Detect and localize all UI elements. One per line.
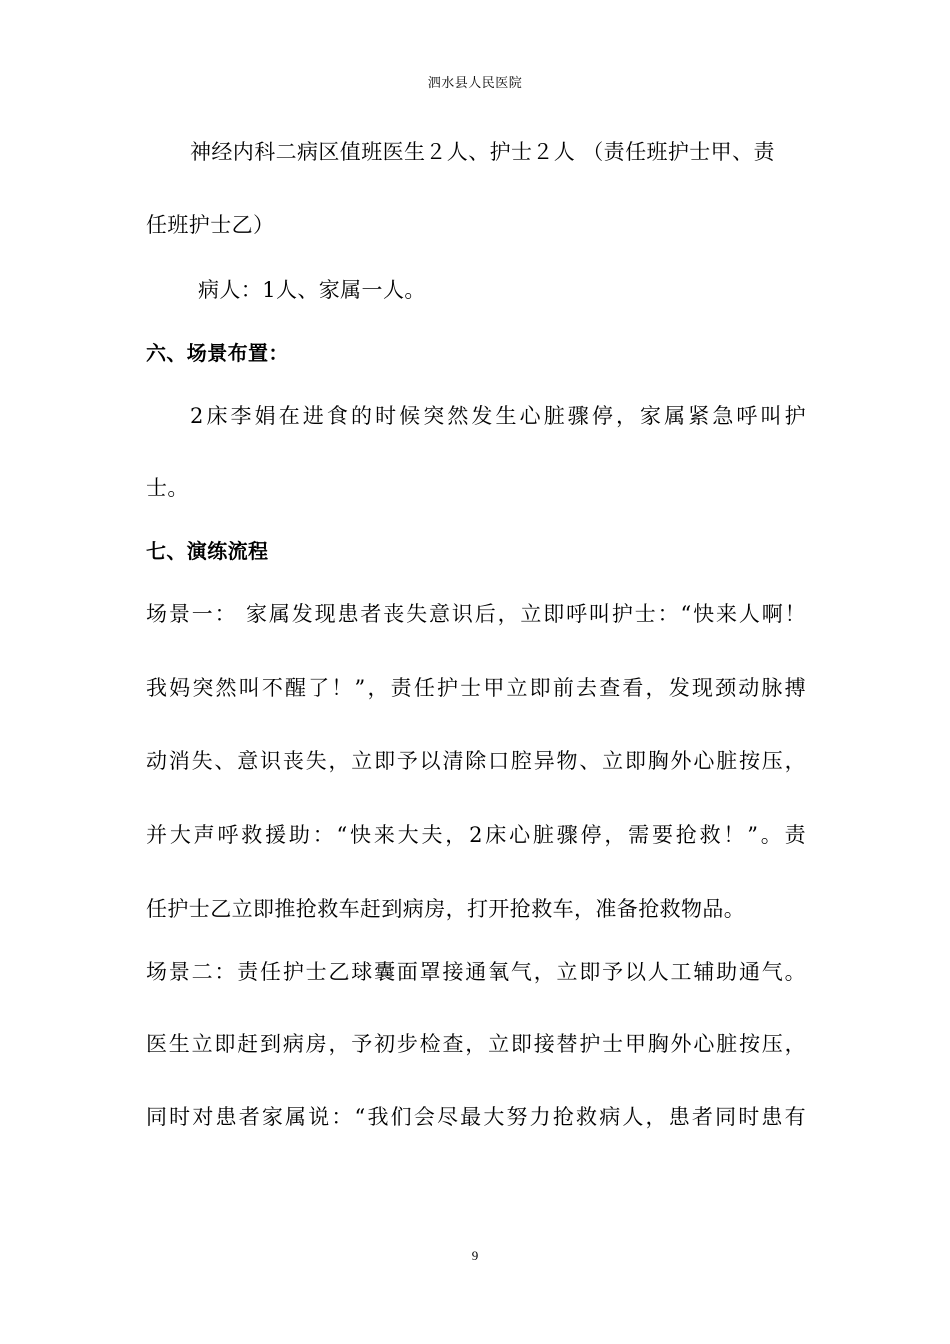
scene-1-line-4: 并大声呼救援助：“快来大夫，2床心脏骤停，需要抢救！”。责 [146,823,806,847]
section-7-heading: 七、演练流程 [146,539,269,563]
page-header: 泗水县人民医院 [427,76,523,91]
scene-2-line-2: 医生立即赶到病房，予初步检查，立即接替护士甲胸外心脏按压， [146,1032,806,1056]
scene-1-line-1: 场景一： 家属发现患者丧失意识后，立即呼叫护士：“快来人啊！ [146,602,806,626]
staff-line-1: 神经内科二病区值班医生２人、护士２人 （责任班护士甲、责 [190,140,775,164]
scene-2-line-1: 场景二：责任护士乙球囊面罩接通氧气，立即予以人工辅助通气。 [146,960,806,984]
section-6-line-1: 2床李娟在进食的时候突然发生心脏骤停，家属紧急呼叫护 [190,404,806,428]
scene-1-line-5: 任护士乙立即推抢救车赶到病房，打开抢救车，准备抢救物品。 [146,897,746,921]
staff-line-2: 任班护士乙） [146,213,275,237]
patient-line: 病人：1人、家属一人。 [198,278,426,302]
section-6-heading: 六、场景布置： [146,341,289,365]
scene-2-line-3: 同时对患者家属说：“我们会尽最大努力抢救病人，患者同时患有 [146,1105,806,1129]
section-6-line-2: 士。 [146,476,189,500]
scene-1-line-2: 我妈突然叫不醒了！”，责任护士甲立即前去查看，发现颈动脉搏 [146,676,806,700]
scene-1-line-3: 动消失、意识丧失，立即予以清除口腔异物、立即胸外心脏按压， [146,749,806,773]
page-number: 9 [471,1248,479,1263]
